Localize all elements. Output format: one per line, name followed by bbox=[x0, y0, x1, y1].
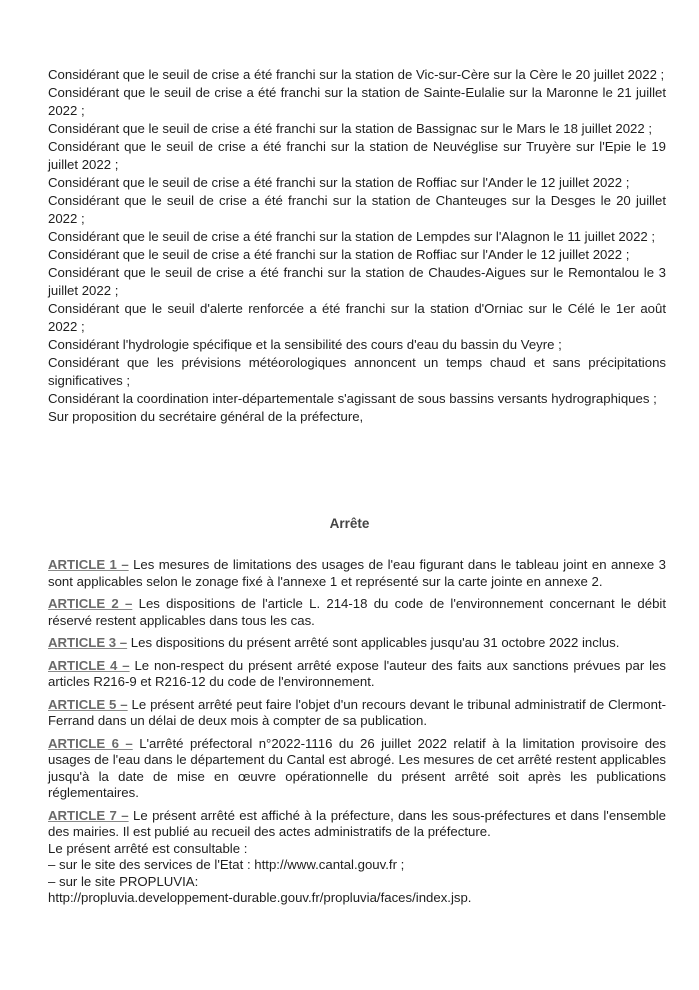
considerant-neuveglise: Considérant que le seuil de crise a été franchi sur la station de Neuvéglise sur Truyère sur l'Epie le 19 juillet 2022 ; bbox=[48, 139, 666, 172]
article-5-label: ARTICLE 5 – bbox=[48, 696, 128, 712]
article-2-label: ARTICLE 2 – bbox=[48, 596, 133, 611]
propluvia-url: http://propluvia.developpement-durable.gouv.fr/propluvia/faces/index.jsp. bbox=[48, 890, 472, 905]
considerant-bassignac: Considérant que le seuil de crise a été franchi sur la station de Bassignac sur le Mars le 18 juillet 2022 ; bbox=[48, 121, 653, 136]
considerant-lempdes: Considérant que le seuil de crise a été franchi sur la station de Lempdes sur l'Alagnon le 11 juillet 2022 ; bbox=[48, 229, 656, 244]
article-1-text: Les mesures de limitations des usages de l'eau figurant dans le tableau joint en annexe 3 sont applicables selon le zonage fixé à l'annexe 1 et représenté sur la carte jointe en annexe 2. bbox=[48, 557, 666, 589]
considerant-chaudes-aigues: Considérant que le seuil de crise a été franchi sur la station de Chaudes-Aigues sur le Remontalou le 3 juillet 2022 ; bbox=[48, 265, 666, 298]
article-4 bbox=[48, 658, 666, 691]
article-7 bbox=[48, 808, 666, 841]
considerant-hydrologie: Considérant l'hydrologie spécifique et la sensibilité des cours d'eau du bassin du Veyre ; bbox=[48, 337, 562, 352]
article-7-label: ARTICLE 7 – bbox=[48, 807, 129, 823]
article-6-label: ARTICLE 6 – bbox=[48, 735, 133, 751]
article-4-label: ARTICLE 4 – bbox=[48, 657, 130, 673]
article-7-text: Le présent arrêté est affiché à la préfecture, dans les sous-préfectures et dans l'ensemble des mairies. Il est publié au recueil des actes administratifs de la préfecture. bbox=[48, 807, 667, 839]
consultable-intro: Le présent arrêté est consultable : bbox=[48, 840, 248, 856]
article-6 bbox=[48, 736, 666, 802]
considerant-orniac: Considérant que le seuil d'alerte renforcée a été franchi sur la station d'Orniac sur le Célé le 1er août 2022 ; bbox=[48, 301, 666, 334]
considerant-sainte-eulalie: Considérant que le seuil de crise a été franchi sur la station de Sainte-Eulalie sur la Maronne le 21 juillet 2022 ; bbox=[48, 85, 666, 118]
considerants-section bbox=[48, 66, 666, 426]
article-3-label: ARTICLE 3 – bbox=[48, 635, 128, 650]
articles-section bbox=[48, 557, 666, 907]
article-3-text: Les dispositions du présent arrêté sont applicables jusqu'au 31 octobre 2022 inclus. bbox=[127, 635, 620, 650]
article-4-text: Le non-respect du présent arrêté expose l'auteur des faits aux sanctions prévues par les articles R216-9 et R216-12 du code de l'environnement. bbox=[48, 657, 666, 689]
considerant-vic-sur-cere: Considérant que le seuil de crise a été franchi sur la station de Vic-sur-Cère sur la Cère le 20 juillet 2022 ; bbox=[48, 67, 665, 82]
considerant-coordination: Considérant la coordination inter-départementale s'agissant de sous bassins versants hydrographiques ; bbox=[48, 391, 657, 406]
consultable-propluvia: – sur le site PROPLUVIA: bbox=[48, 873, 199, 889]
article-1-label: ARTICLE 1 – bbox=[48, 557, 129, 572]
article-2 bbox=[48, 596, 666, 629]
article-5 bbox=[48, 697, 666, 730]
considerant-roffiac-1: Considérant que le seuil de crise a été franchi sur la station de Roffiac sur l'Ander le 12 juillet 2022 ; bbox=[48, 175, 630, 190]
sur-proposition: Sur proposition du secrétaire général de la préfecture, bbox=[48, 409, 364, 424]
article-3 bbox=[48, 635, 666, 652]
arrete-heading: Arrête bbox=[329, 516, 370, 531]
article-5-text: Le présent arrêté peut faire l'objet d'un recours devant le tribunal administratif de Clermont-Ferrand dans un délai de deux mois à compter de sa publication. bbox=[48, 696, 667, 728]
considerant-chanteuges: Considérant que le seuil de crise a été franchi sur la station de Chanteuges sur la Desges le 20 juillet 2022 ; bbox=[48, 193, 666, 226]
article-1 bbox=[48, 557, 666, 590]
article-6-text: L'arrêté préfectoral n°2022-1116 du 26 juillet 2022 relatif à la limitation provisoire des usages de l'eau dans le département du Cantal est abrogé. Les mesures de cet arrêté restent applicables jusqu'à la date de mise en œuvre opérationnelle du présent arrêté soit après les publications réglementaires. bbox=[48, 735, 667, 800]
considerant-previsions: Considérant que les prévisions météorologiques annoncent un temps chaud et sans précipitations significatives ; bbox=[48, 355, 666, 388]
consultable-etat-site: – sur le site des services de l'Etat : http://www.cantal.gouv.fr ; bbox=[48, 857, 405, 872]
considerant-roffiac-2: Considérant que le seuil de crise a été franchi sur la station de Roffiac sur l'Ander le 12 juillet 2022 ; bbox=[48, 247, 630, 262]
article-2-text: Les dispositions de l'article L. 214-18 du code de l'environnement concernant le débit réservé restent applicables dans tous les cas. bbox=[48, 596, 666, 628]
